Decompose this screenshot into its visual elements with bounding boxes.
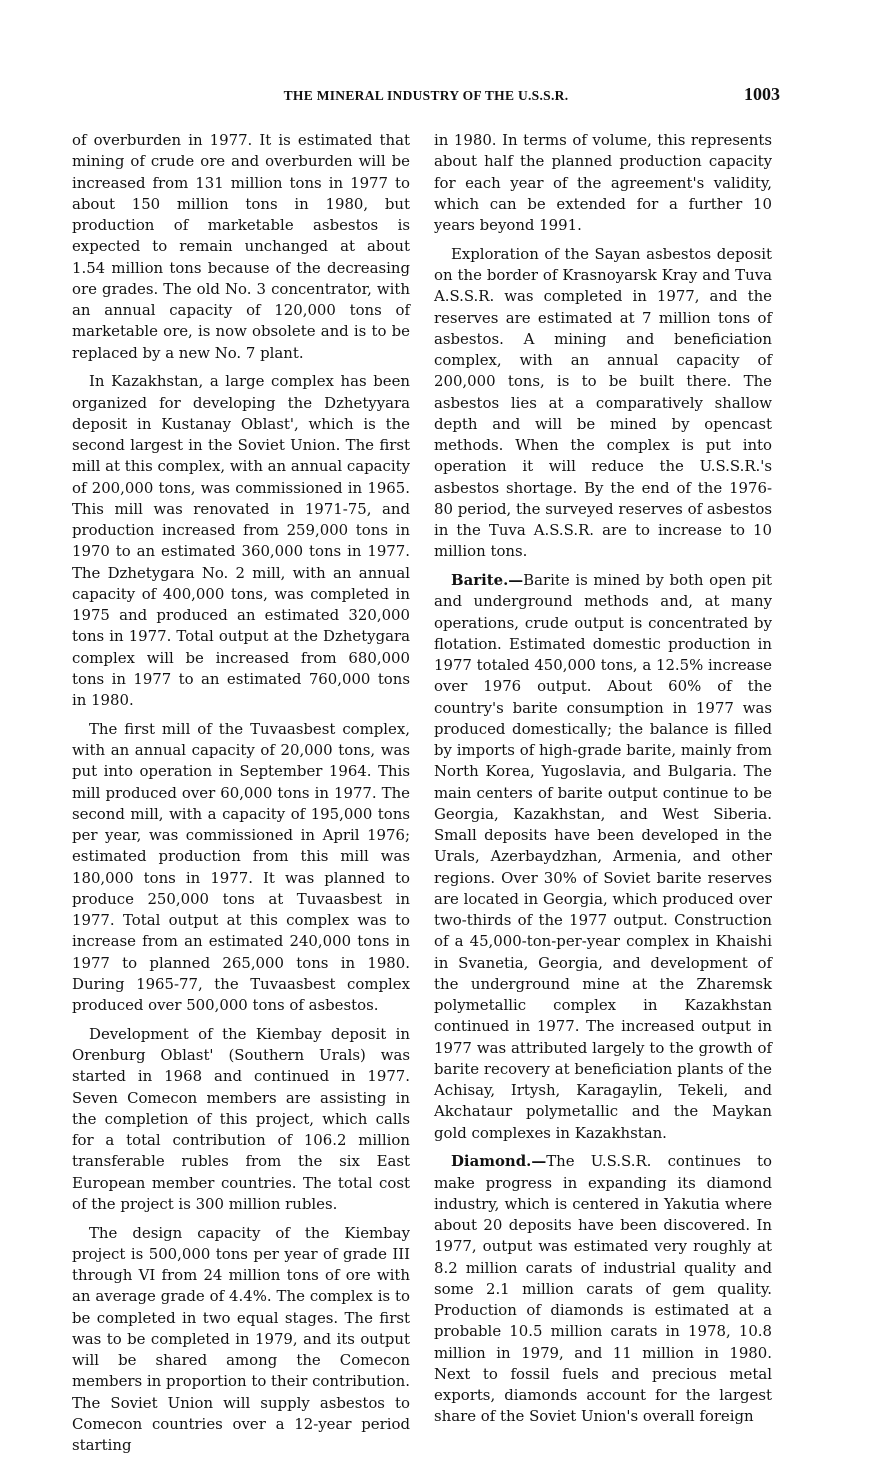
paragraph-kazakhstan: In Kazakhstan, a large complex has been organized for developing the Dzhetyyara deposit in Kustanay Oblast', which is the second largest in the Soviet Union. The first mill at this complex, with an annual capacity of 200,000 tons, was commissioned in 1965. This mill was renovated in 1971-75, and production increased from 259,000 tons in 1970 to an estimated 360,000 tons in 1977. The Dzhetygara No. 2 mill, with an annual capacity of 400,000 tons, was completed in 1975 and produced an estimated 320,000 tons in 1977. Total output at the Dzhetygara complex will be increased from 680,000 tons in 1977 to an estimated 760,000 tons in 1980. [72, 372, 411, 709]
paragraph-barite [434, 570, 772, 1144]
paragraph-kiembay-capacity: The design capacity of the Kiembay project is 500,000 tons per year of grade III through VI from 24 million tons of ore with an average grade of 4.4%. The complex is to be completed in two equal stages. The first was to be completed in 1979, and its output will be shared among the Comecon members in proportion to their contribution. The Soviet Union will supply asbestos to Comecon countries over a 12-year period starting [72, 1223, 410, 1454]
diamond-heading: Diamond.— [451, 1152, 547, 1171]
paragraph-kiembay-development: Development of the Kiembay deposit in Orenburg Oblast' (Southern Urals) was started in 1968 and continued in 1977. Seven Comecon members are assisting in the completion of this project, which calls for a total contribution of 106.2 million transferable rubles from the six East European member countries. The total cost of the project is 300 million rubles. [72, 1024, 410, 1213]
diamond-text: The U.S.S.R. continues to make progress in expanding its diamond industry, which is centered in Yakutia where about 20 deposits have been discovered. In 1977, output was estimated very roughly at 8.2 million carats of industrial quality and some 2.1 million carats of gem quality. Production of diamonds is estimated at a probable 10.5 million carats in 1978, 10.8 million in 1979, and 11 million in 1980. Next to fossil fuels and precious metal exports, diamonds account for the largest share of the Soviet Union's overall foreign [434, 1152, 772, 1426]
paragraph-overburden: of overburden in 1977. It is estimated that mining of crude ore and overburden will be increased from 131 million tons in 1977 to about 150 million tons in 1980, but production of marketable asbestos is expected to remain unchanged at about 1.54 million tons because of the decreasing ore grades. The old No. 3 concentrator, with an annual capacity of 120,000 tons of marketable ore, is now obsolete and is to be replaced by a new No. 7 plant. [72, 131, 410, 362]
barite-text: Barite is mined by both open pit and underground methods and, at many operations, crude output is concentrated by flotation. Estimated domestic production in 1977 totaled 450,000 tons, a 12.5% increase over 1976 output. About 60% of the country's barite consumption in 1977 was produced domestically; the balance is filled by imports of high-grade barite, mainly from North Korea, Yugoslavia, and Bulgaria. The main centers of barite output continue to be Georgia, Kazakhstan, and West Siberia. Small deposits have been developed in the Urals, Azerbaydzhan, Armenia, and other regions. Over 30% of Soviet barite reserves are located in Georgia, which produced over two-thirds of the 1977 output. Construction of a 45,000-ton-per-year complex in Khaishi in Svanetia, Georgia, and development of the underground mine at the Zharemsk polymetallic complex in Kazakhstan continued in 1977. The increased output in 1977 was attributed largely to the growth of barite recovery at beneficiation plants of the Achisay, Irtysh, Karagaylin, Tekeli, and Akchataur polymetallic and the Maykan gold complexes in Kazakhstan. [434, 571, 772, 1142]
running-title: THE MINERAL INDUSTRY OF THE U.S.S.R. [283, 88, 569, 103]
paragraph-diamond [434, 1151, 772, 1427]
left-column [72, 130, 410, 1464]
paragraph-tuvaasbest: The first mill of the Tuvaasbest complex, with an annual capacity of 20,000 tons, was put into operation in September 1964. This mill produced over 60,000 tons in 1977. The second mill, with a capacity of 195,000 tons per year, was commissioned in April 1976; estimated production from this mill was 180,000 tons in 1977. It was planned to produce 250,000 tons at Tuvaasbest in 1977. Total output at this complex was to increase from an estimated 240,000 tons in 1977 to planned 265,000 tons in 1980. During 1965-77, the Tuvaasbest complex produced over 500,000 tons of asbestos. [72, 719, 410, 1014]
paragraph-continuation: in 1980. In terms of volume, this represents about half the planned production capacity for each year of the agreement's validity, which can be extended for a further 10 years beyond 1991. [434, 131, 772, 234]
page-number: 1003 [744, 84, 780, 104]
right-column [434, 130, 772, 1435]
barite-heading: Barite.— [451, 571, 524, 589]
paragraph-sayan: Exploration of the Sayan asbestos deposit on the border of Krasnoyarsk Kray and Tuva A.S.S.R. was completed in 1977, and the reserves are estimated at 7 million tons of asbestos. A mining and beneficiation complex, with an annual capacity of 200,000 tons, is to be built there. The asbestos lies at a comparatively shallow depth and will be mined by opencast methods. When the complex is put into operation it will reduce the U.S.S.R.'s asbestos shortage. By the end of the 1976-80 period, the surveyed reserves of asbestos in the Tuva A.S.S.R. are to increase to 10 million tons. [434, 244, 772, 561]
running-header [72, 86, 780, 110]
